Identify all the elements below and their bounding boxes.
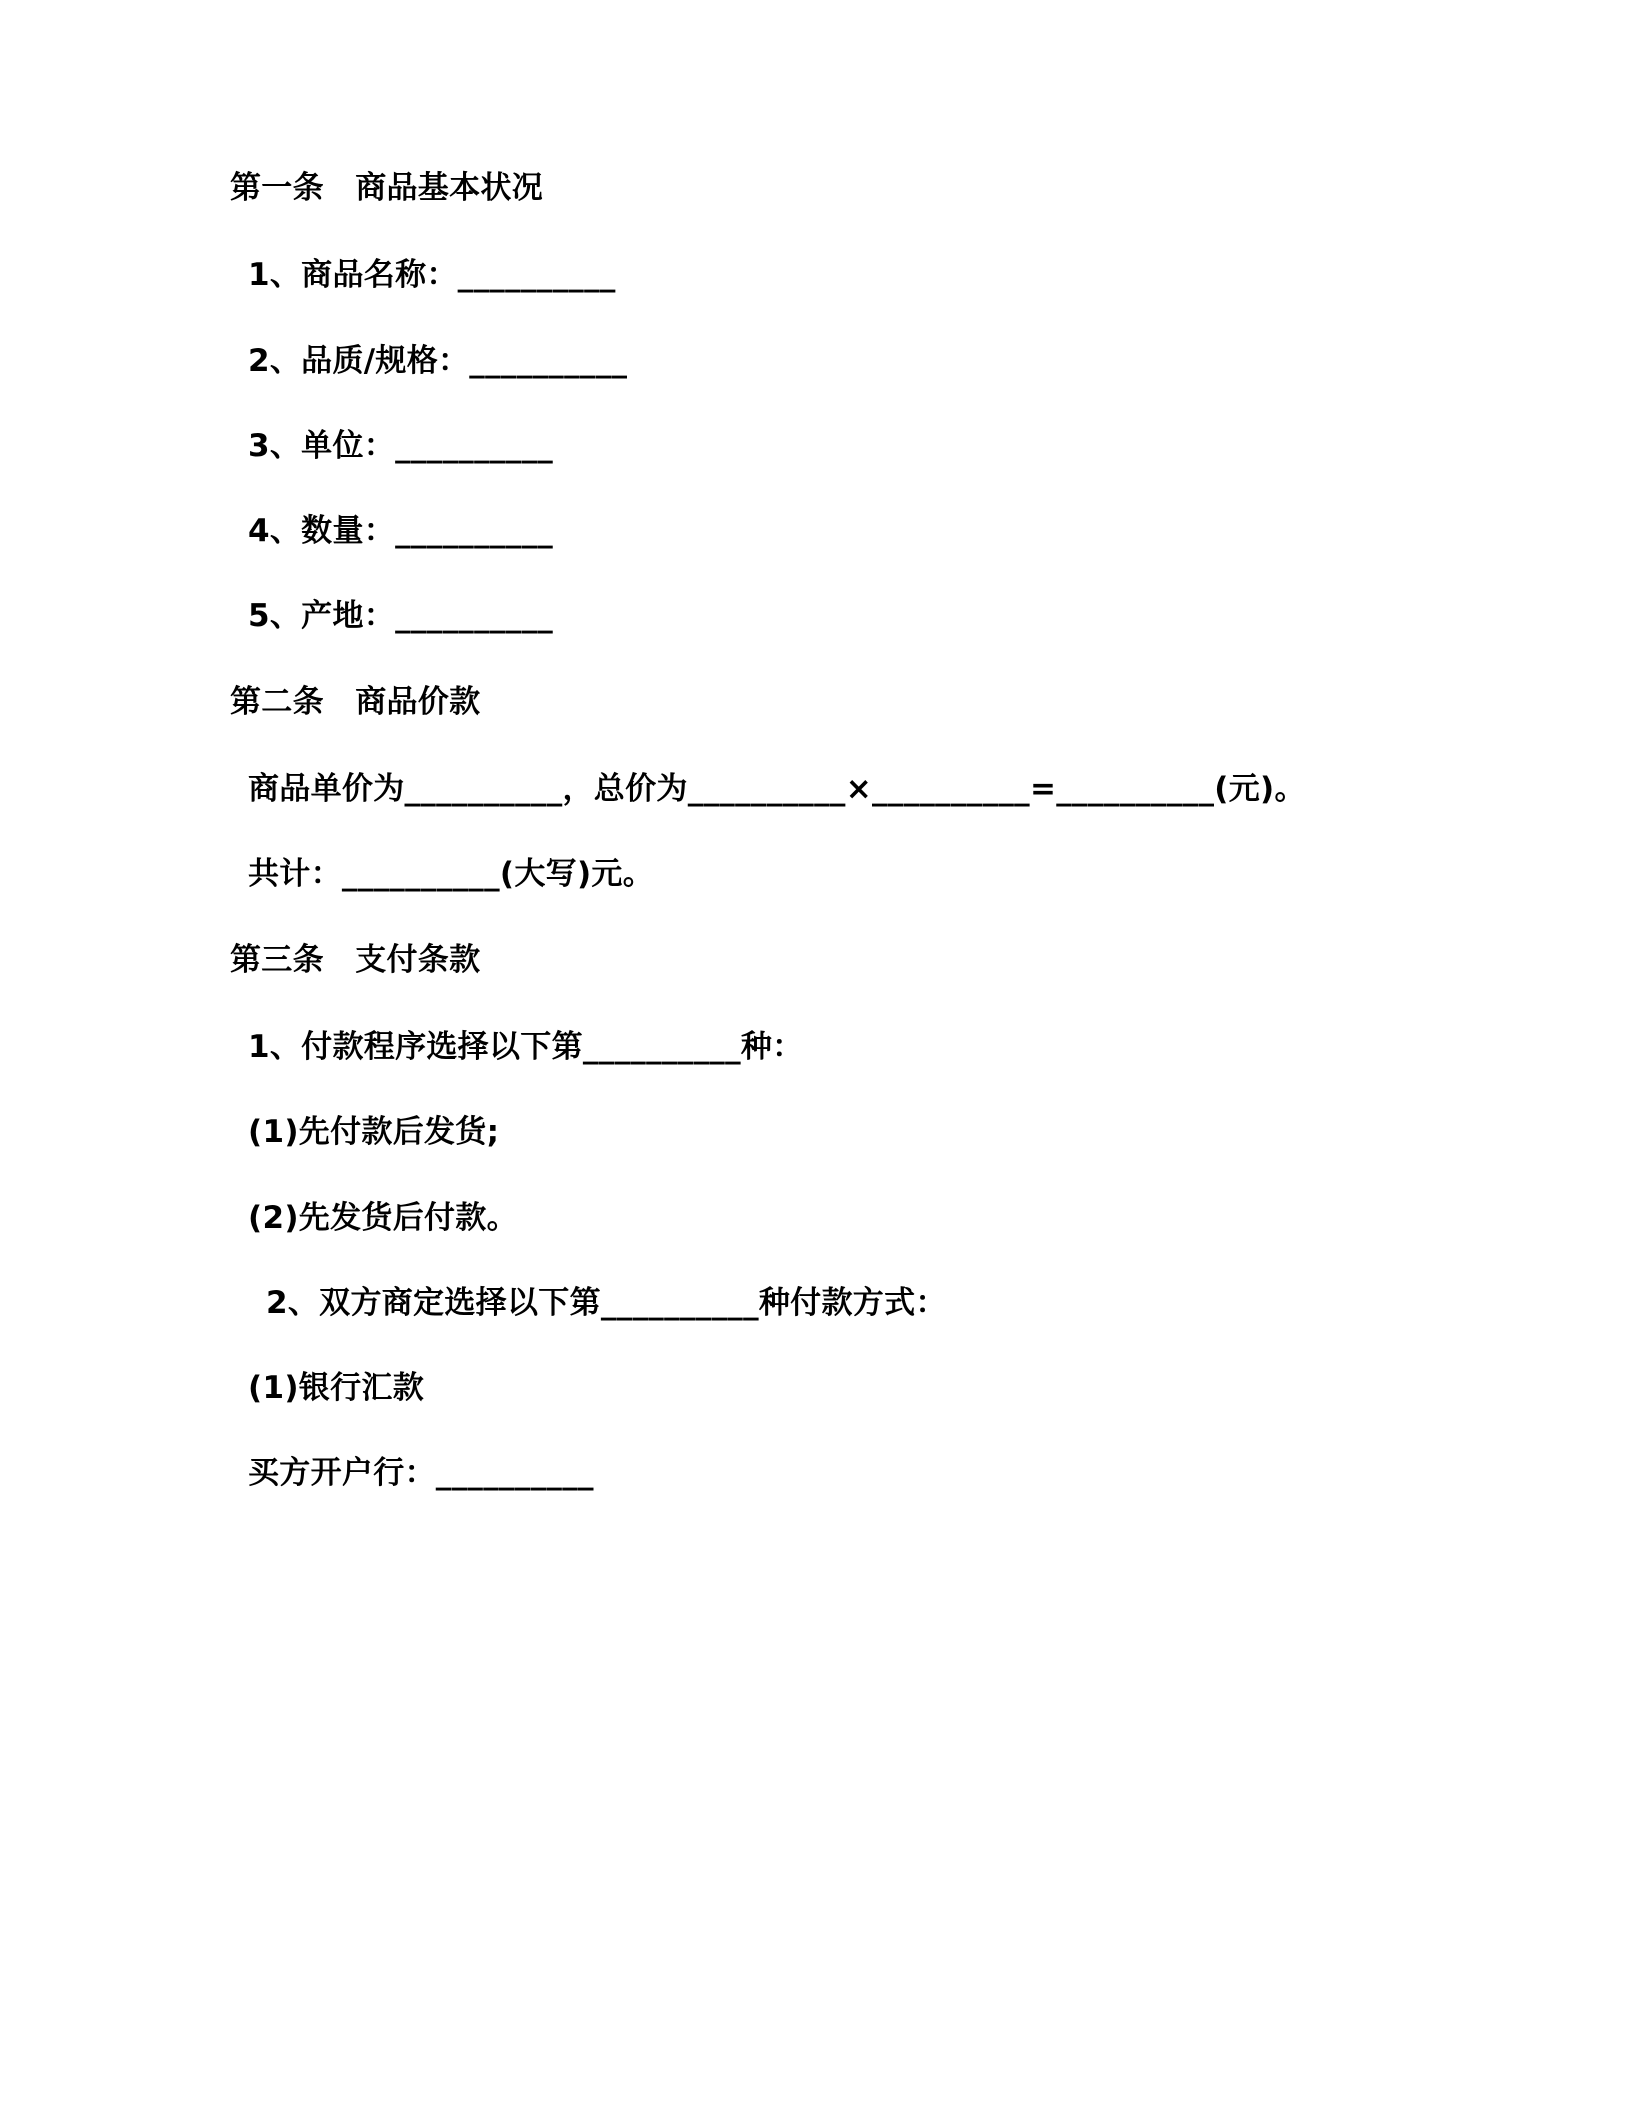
item-unit: 3、单位：__________: [248, 427, 554, 464]
payment-method: 2、双方商定选择以下第__________种付款方式：: [266, 1284, 947, 1321]
payment-option-2: (2)先发货后付款。: [248, 1199, 518, 1236]
method-option-1: (1)银行汇款: [248, 1370, 425, 1407]
price-formula: 商品单价为__________，总价为__________×__________=__________(元)。: [248, 771, 1306, 808]
clause-2-title: 第二条 商品价款: [230, 683, 481, 720]
payment-procedure: 1、付款程序选择以下第__________种：: [248, 1028, 804, 1065]
item-product-name: 1、商品名称：__________: [248, 257, 616, 294]
clause-3-title: 第三条 支付条款: [230, 941, 481, 978]
payment-option-1: (1)先付款后发货;: [248, 1114, 500, 1151]
item-quality-spec: 2、品质/规格：__________: [248, 342, 628, 379]
price-total: 共计：__________(大写)元。: [248, 856, 655, 893]
clause-1-title: 第一条 商品基本状况: [230, 170, 543, 206]
buyer-bank: 买方开户行：__________: [248, 1455, 594, 1492]
document-body: [230, 168, 1410, 1494]
item-origin: 5、产地：__________: [248, 598, 554, 635]
item-quantity: 4、数量：__________: [248, 513, 554, 550]
